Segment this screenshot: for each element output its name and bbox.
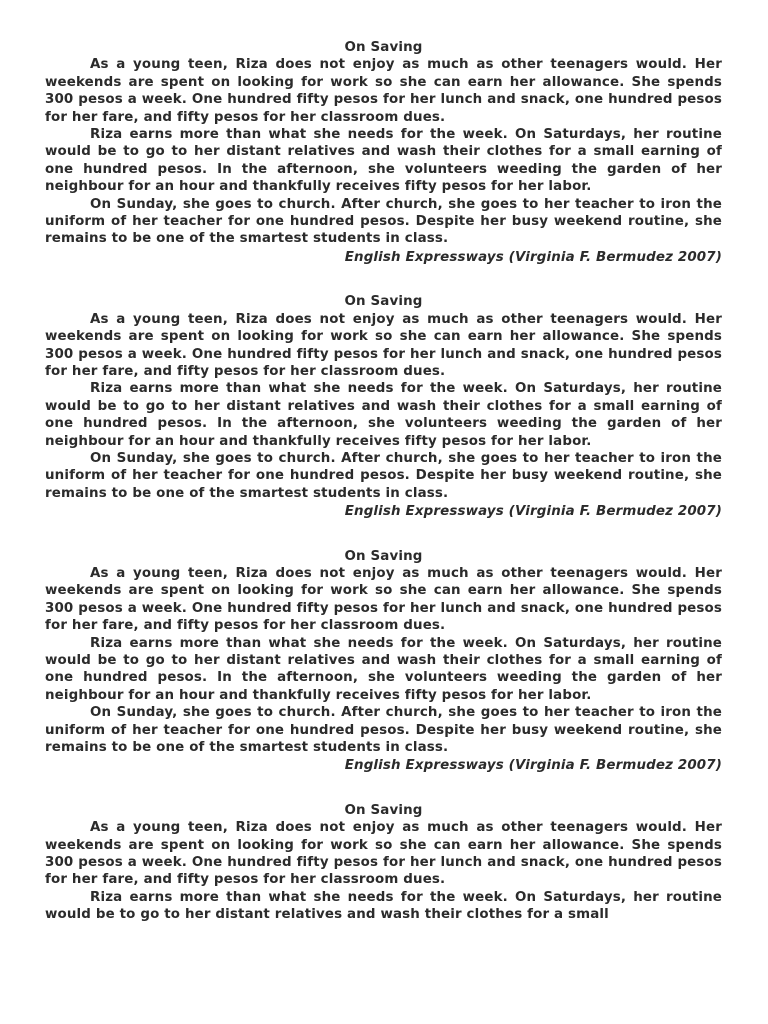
passage-paragraph: Riza earns more than what she needs for the week. On Saturdays, her routine would be to go to her distant relatives and wash their clothes for a small earning of one hundred pesos. In the afternoon, she volunteers weeding the garden of her neighbour for an hour and thankfully receives fifty pesos for her labor.	[45, 381, 722, 449]
passage-paragraph: Riza earns more than what she needs for the week. On Saturdays, her routine would be to go to her distant relatives and wash their clothes for a small	[45, 889, 722, 923]
document-page	[45, 39, 722, 951]
passage-title: On Saving	[344, 294, 423, 310]
passage-2	[45, 293, 722, 520]
passage-1	[45, 39, 722, 266]
passage-paragraph: As a young teen, Riza does not enjoy as much as other teenagers would. Her weekends are spent on looking for work so she can earn her allowance. She spends 300 pesos a week. One hundred fifty pesos for her lunch and snack, one hundred pesos for her fare, and fifty pesos for her classroom dues.	[45, 820, 722, 888]
passage-paragraph: As a young teen, Riza does not enjoy as much as other teenagers would. Her weekends are spent on looking for work so she can earn her allowance. She spends 300 pesos a week. One hundred fifty pesos for her lunch and snack, one hundred pesos for her fare, and fifty pesos for her classroom dues.	[45, 311, 722, 379]
passage-title: On Saving	[344, 40, 423, 55]
passage-citation: English Expressways (Virginia F. Bermudez 2007)	[344, 758, 722, 774]
passage-4	[45, 802, 722, 924]
passage-paragraph: As a young teen, Riza does not enjoy as much as other teenagers would. Her weekends are spent on looking for work so she can earn her allowance. She spends 300 pesos a week. One hundred fifty pesos for her lunch and snack, one hundred pesos for her fare, and fifty pesos for her classroom dues.	[45, 57, 722, 125]
passage-paragraph: Riza earns more than what she needs for the week. On Saturdays, her routine would be to go to her distant relatives and wash their clothes for a small earning of one hundred pesos. In the afternoon, she volunteers weeding the garden of her neighbour for an hour and thankfully receives fifty pesos for her labor.	[45, 127, 722, 195]
passage-title: On Saving	[344, 548, 423, 564]
passage-title: On Saving	[344, 802, 423, 818]
passage-paragraph: Riza earns more than what she needs for the week. On Saturdays, her routine would be to go to her distant relatives and wash their clothes for a small earning of one hundred pesos. In the afternoon, she volunteers weeding the garden of her neighbour for an hour and thankfully receives fifty pesos for her labor.	[45, 635, 722, 703]
passage-3	[45, 548, 722, 775]
passage-citation: English Expressways (Virginia F. Bermudez 2007)	[344, 504, 722, 520]
passage-paragraph: On Sunday, she goes to church. After church, she goes to her teacher to iron the uniform of her teacher for one hundred pesos. Despite her busy weekend routine, she remains to be one of the smartest students in class.	[45, 450, 722, 501]
passage-citation: English Expressways (Virginia F. Bermudez 2007)	[344, 249, 722, 265]
passage-paragraph: On Sunday, she goes to church. After church, she goes to her teacher to iron the uniform of her teacher for one hundred pesos. Despite her busy weekend routine, she remains to be one of the smartest students in class.	[45, 196, 722, 247]
passage-paragraph: On Sunday, she goes to church. After church, she goes to her teacher to iron the uniform of her teacher for one hundred pesos. Despite her busy weekend routine, she remains to be one of the smartest students in class.	[45, 705, 722, 756]
passage-paragraph: As a young teen, Riza does not enjoy as much as other teenagers would. Her weekends are spent on looking for work so she can earn her allowance. She spends 300 pesos a week. One hundred fifty pesos for her lunch and snack, one hundred pesos for her fare, and fifty pesos for her classroom dues.	[45, 565, 722, 634]
